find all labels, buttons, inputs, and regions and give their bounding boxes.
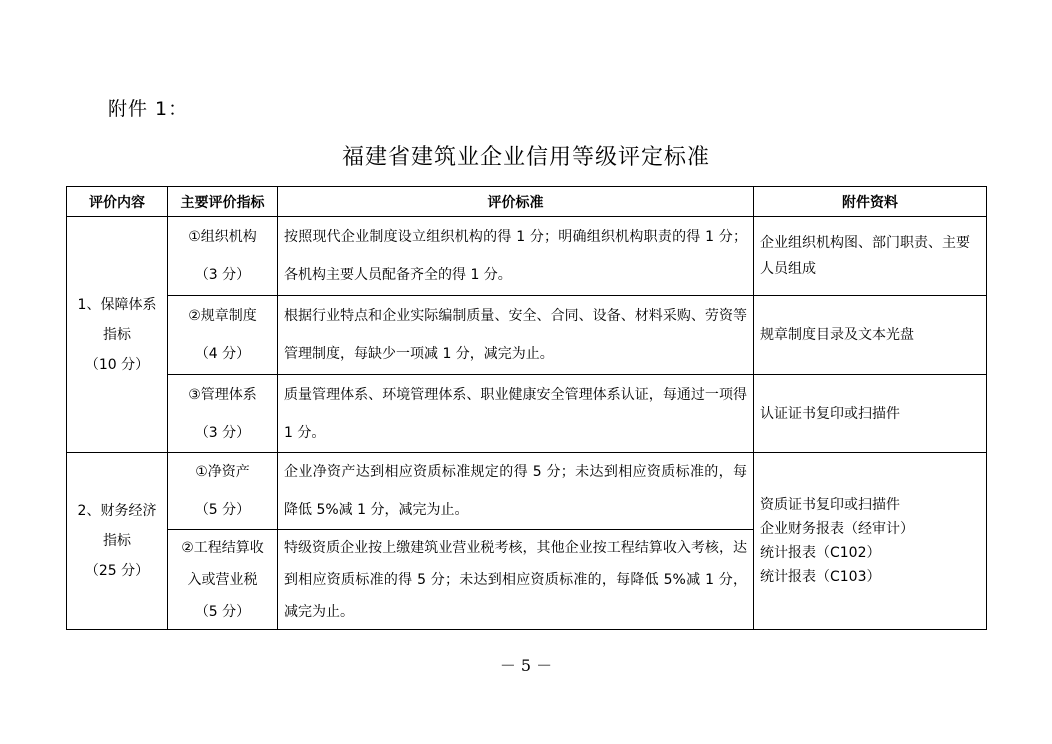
header-attachments: 附件资料 [754,187,987,217]
indicator-cell: ①组织机构 （3 分） [168,217,278,296]
header-evaluation-content: 评价内容 [67,187,168,217]
attachment-cell: 规章制度目录及文本光盘 [754,296,987,375]
criteria-cell: 企业净资产达到相应资质标准规定的得 5 分；未达到相应资质标准的，每降低 5%减 1 分，减完为止。 [278,453,754,530]
attachment-label: 附件 1： [108,98,189,120]
category-cell: 2、财务经济 指标 （25 分） [67,453,168,630]
table-row [67,453,987,530]
attachment-cell: 认证证书复印或扫描件 [754,375,987,453]
header-main-indicator: 主要评价指标 [168,187,278,217]
indicator-cell: ②规章制度 （4 分） [168,296,278,375]
table-header-row [67,187,987,217]
rating-standard-table [66,186,987,630]
table-row [67,296,987,375]
category-cell: 1、保障体系 指标 （10 分） [67,217,168,453]
attachment-cell: 企业组织机构图、部门职责、主要人员组成 [754,217,987,296]
criteria-cell: 特级资质企业按上缴建筑业营业税考核，其他企业按工程结算收入考核，达到相应资质标准的得 5 分；未达到相应资质标准的，每降低 5%减 1 分，减完为止。 [278,530,754,630]
table-row [67,375,987,453]
indicator-cell: ①净资产 （5 分） [168,453,278,530]
criteria-cell: 按照现代企业制度设立组织机构的得 1 分；明确组织机构职责的得 1 分；各机构主要人员配备齐全的得 1 分。 [278,217,754,296]
criteria-cell: 质量管理体系、环境管理体系、职业健康安全管理体系认证，每通过一项得 1 分。 [278,375,754,453]
indicator-cell: ③管理体系 （3 分） [168,375,278,453]
indicator-cell: ②工程结算收 入或营业税 （5 分） [168,530,278,630]
header-evaluation-criteria: 评价标准 [278,187,754,217]
criteria-cell: 根据行业特点和企业实际编制质量、安全、合同、设备、材料采购、劳资等管理制度，每缺少一项减 1 分，减完为止。 [278,296,754,375]
page-number: － 5 － [499,656,553,675]
document-title: 福建省建筑业企业信用等级评定标准 [341,145,710,170]
attachment-cell: 资质证书复印或扫描件 企业财务报表（经审计） 统计报表（C102） 统计报表（C103） [754,453,987,630]
table-row [67,217,987,296]
